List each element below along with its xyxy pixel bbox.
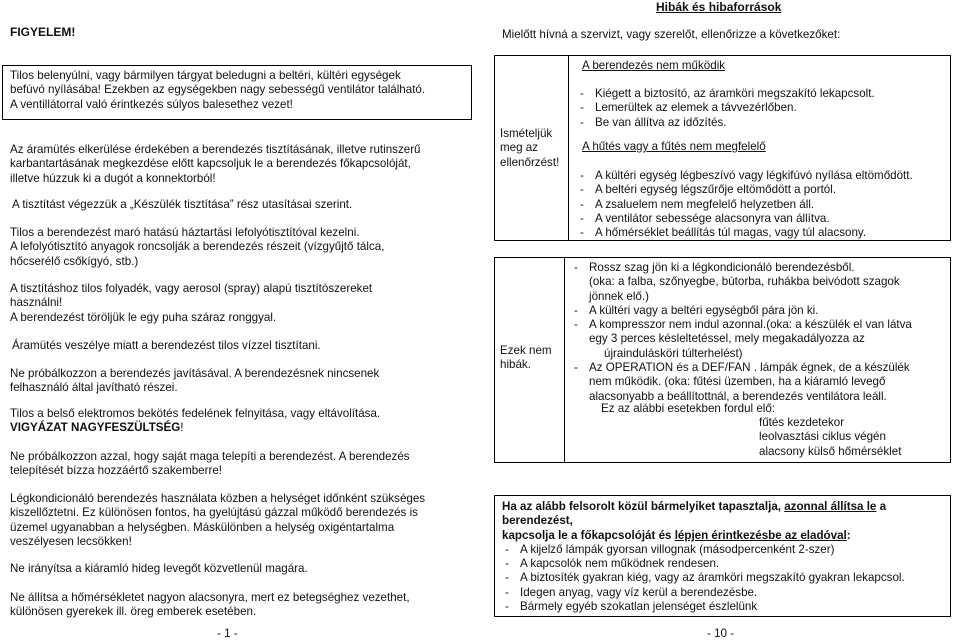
not-working-heading: A berendezés nem működik	[582, 59, 726, 72]
list-item: - Idegen anyag, vagy víz kerül a berendezésbe.	[502, 586, 905, 600]
not-faults-table-divider	[564, 257, 565, 463]
list-item: - A kültéri egység légbeszívó vagy légkifúvó nyílása eltömődött.	[577, 169, 913, 183]
list-item: - A kijelző lámpák gyorsan villognak (másodpercenként 2-szer)	[502, 543, 905, 557]
defrost-cases: fűtés kezdetekor leolvasztási ciklus végén alacsony külső hőmérséklet	[759, 416, 902, 458]
repair-paragraph: Ne próbálkozzon a berendezés javításával. A berendezésnek nincsenek felhasználó által javítható részei.	[10, 367, 380, 395]
check-label: Ismételjük meg az ellenőrzést!	[500, 127, 560, 169]
temperature-warning: Ne állítsa a hőmérsékletet nagyon alacsonyra, mert ez betegséghez vezethet, különösen gyerekek ill. öreg emberek esetében.	[10, 591, 410, 619]
stop-immediately-text: Ha az alább felsorolt közül bármelyiket tapasztalja, azonnal állítsa le a berendezést, kapcsolja le a főkapcsolóját és lépjen érintkezésbe az eladóval: - A kijelző lámpák gyorsan villognak (másodpercenként 2-szer) - A kapcsolók nem működnek rendesen. - A biztosíték gyakran kiég, vagy az áramköri megszakító gyakran lekapcsol. - Idegen anyag, vagy víz kerül a berendezésbe. - Bármely egyéb szokatlan jelenséget észlelünk	[502, 500, 905, 614]
finger-warning-text: Tilos belenyúlni, vagy bármilyen tárgyat beledugni a beltéri, kültéri egységek befúvó nyílásába! Ezekben az egységekben nagy sebességű ventilátor található. A ventillátorral való érintkezés súlyos balesethez vezet!	[10, 69, 426, 111]
list-item: - Kiégett a biztosító, az áramköri megszakító lekapcsolt.	[577, 87, 875, 101]
stop-now-text: azonnal állítsa le	[784, 500, 877, 513]
not-faults-list	[571, 261, 912, 404]
check-table-divider	[568, 55, 569, 241]
shock-paragraph: Az áramütés elkerülése érdekében a berendezés tisztításának, illetve rutinszerű karbantartásának megkezdése előtt kapcsoljuk le a berendezés főkapcsolóját, illetve húzzuk ki a dugót a konnektorból!	[10, 143, 421, 185]
list-item: - Rossz szag jön ki a légkondicionáló berendezésből. (oka: a falba, szőnyegbe, bútorba, ruhákba beivódott szagok jönnek elő.)	[571, 261, 912, 304]
spray-paragraph: A tisztításhoz tilos folyadék, vagy aerosol (spray) alapú tisztítószereket használni! A berendezést töröljük le egy puha száraz ronggyal.	[10, 282, 373, 324]
high-voltage-paragraph: Tilos a belső elektromos bekötés fedelének felnyitása, vagy eltávolítása. VIGYÁZAT NAGYFESZÜLTSÉG!	[10, 407, 381, 435]
list-item: - A hőmérséklet beállítás túl magas, vagy túl alacsony.	[577, 226, 913, 240]
list-item: - A zsaluelem nem megfelelő helyzetben áll.	[577, 198, 913, 212]
warning-heading: FIGYELEM!	[10, 25, 76, 39]
troubleshooting-intro: Mielőtt hívná a szervizt, vagy szerelőt, ellenőrizze a következőket:	[502, 28, 841, 41]
list-item: - A ventilátor sebessége alacsonyra van állítva.	[577, 212, 913, 226]
list-item: - Be van állítva az időzítés.	[577, 116, 875, 130]
heating-cooling-list	[577, 169, 913, 240]
list-item: - Az OPERATION és a DEF/FAN . lámpák égnek, de a készülék nem működik. (oka: fűtési üzemben, ha a kiáramló levegő alacsonyabb a beállítottnál, a berendezés ventilátora leáll.	[571, 361, 912, 404]
not-faults-label: Ezek nem hibák.	[500, 344, 552, 372]
not-working-list	[577, 87, 875, 130]
list-item: - A kültéri vagy a beltéri egységből pára jön ki.	[571, 304, 912, 318]
cleaning-instructions-ref: A tisztítást végezzük a „Készülék tisztítása” rész utasításai szerint.	[12, 198, 353, 211]
list-item: - Bármely egyéb szokatlan jelenséget észlelünk	[502, 600, 905, 614]
high-voltage-label: VIGYÁZAT NAGYFESZÜLTSÉG	[10, 421, 181, 435]
cold-air-warning: Ne irányítsa a kiáramló hideg levegőt közvetlenül magára.	[10, 562, 308, 575]
drain-cleaner-paragraph: Tilos a berendezést maró hatású háztartási lefolyótisztítóval kezelni. A lefolyótisztító anyagok roncsolják a berendezés részeit (vízgyűjtő tálca, hőcserélő csőkígyó, stb.)	[10, 226, 385, 268]
defrost-cases-intro: Ez az alábbi esetekben fordul elő:	[601, 402, 776, 415]
list-item: - A biztosíték gyakran kiég, vagy az áramköri megszakító gyakran lekapcsol.	[502, 571, 905, 585]
ventilation-paragraph: Légkondicionáló berendezés használata közben a helységet időnként szükséges kiszellőztetni. Ez különösen fontos, ha gyelújtású gázzal működő berendezés is üzemel ugyanabban a helységben. Máskülönben a helység oxigéntartalma veszélyesen lecsökken!	[10, 492, 426, 548]
list-item: - A kapcsolók nem működnek rendesen.	[502, 557, 905, 571]
troubleshooting-title: Hibák és hibaforrások	[656, 0, 782, 14]
installation-paragraph: Ne próbálkozzon azzal, hogy saját maga telepíti a berendezést. A berendezés telepítését bízza hozzáértő szakemberre!	[10, 450, 410, 478]
water-warning: Áramütés veszélye miatt a berendezést tilos vízzel tisztítani.	[12, 339, 321, 352]
list-item: - Lemerültek az elemek a távvezérlőben.	[577, 101, 875, 115]
left-page-number: - 1 -	[217, 627, 238, 640]
list-item: - A kompresszor nem indul azonnal.(oka: a készülék el van látva egy 3 perces késleltetéssel, mely megakadályozza az újraindulásköri túlterhelést)	[571, 318, 912, 361]
heating-cooling-heading: A hűtés vagy a fűtés nem megfelelő	[582, 140, 766, 153]
contact-seller-text: lépjen érintkezésbe az eladóval	[674, 528, 847, 542]
right-page-number: - 10 -	[707, 627, 735, 640]
list-item: - A beltéri egység légszűrője eltömődött a portól.	[577, 183, 913, 197]
